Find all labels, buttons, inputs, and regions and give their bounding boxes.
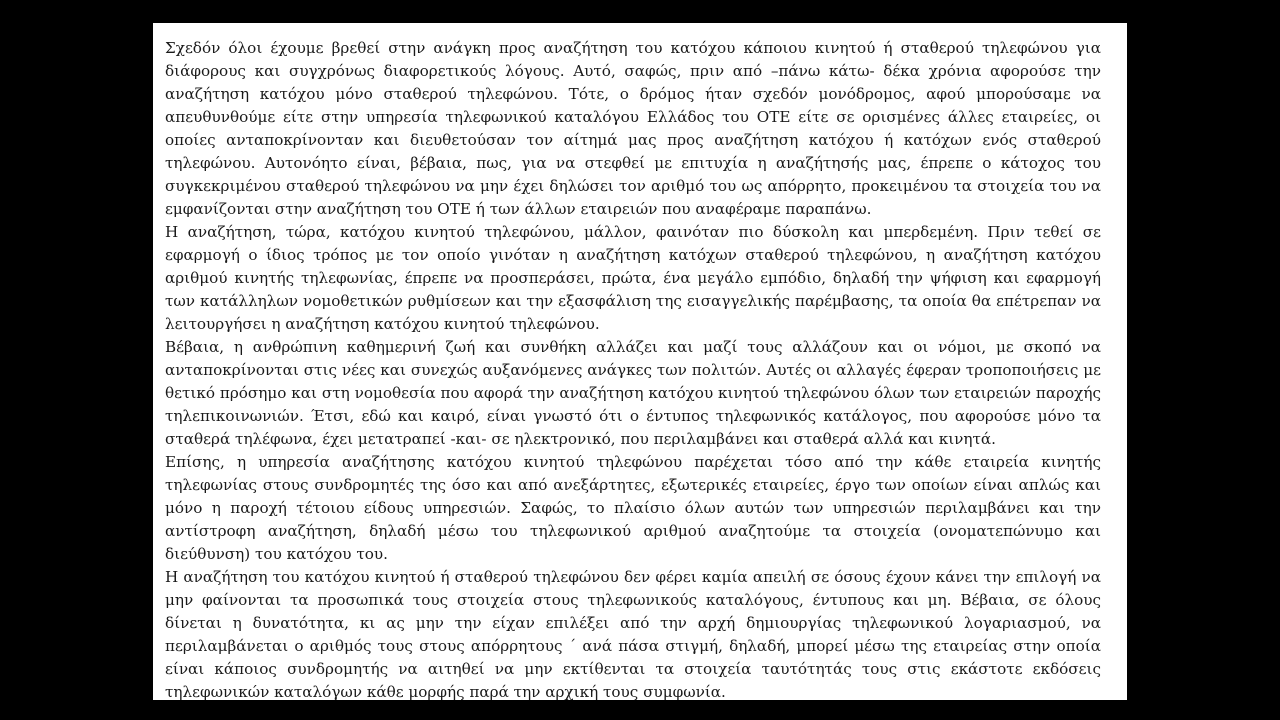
paragraph-2: Η αναζήτηση, τώρα, κατόχου κινητού τηλεφώνου, μάλλον, φαινόταν πιο δύσκολη και μπερδεμένη. Πριν τεθεί σε εφαρμογή ο ίδιος τρόπος με τον οποίο γινόταν η αναζήτηση κατόχων σταθερού τηλεφώνου, η αναζήτηση κατόχου αριθμού κινητής τηλεφωνίας, έπρεπε να προσπεράσει, πρώτα, ένα μεγάλο εμπόδιο, δηλαδή την ψήφιση και εφαρμογή των κατάλληλων νομοθετικών ρυθμίσεων και την εξασφάλιση της εισαγγελικής παρέμβασης, τα οποία θα επέτρεπαν να λειτουργήσει η αναζήτηση κατόχου κινητού τηλεφώνου. — [165, 223, 1101, 333]
paragraph-4: Επίσης, η υπηρεσία αναζήτησης κατόχου κινητού τηλεφώνου παρέχεται τόσο από την κάθε εταιρεία κινητής τηλεφωνίας στους συνδρομητές της όσο και από ανεξάρτητες, εξωτερικές εταιρείες, έργο των οποίων είναι απλώς και μόνο η παροχή τέτοιου είδους υπηρεσιών. Σαφώς, το πλαίσιο όλων αυτών των υπηρεσιών περιλαμβάνει και την αντίστροφη αναζήτηση, δηλαδή μέσω του τηλεφωνικού αριθμού αναζητούμε τα στοιχεία (ονοματεπώνυμο και διεύθυνση) του κατόχου του. — [165, 453, 1101, 563]
document-page — [153, 23, 1127, 700]
paragraph-1: Σχεδόν όλοι έχουμε βρεθεί στην ανάγκη προς αναζήτηση του κατόχου κάποιου κινητού ή σταθερού τηλεφώνου για διάφορους και συγχρόνως διαφορετικούς λόγους. Αυτό, σαφώς, πριν από –πάνω κάτω- δέκα χρόνια αφορούσε την αναζήτηση κατόχου μόνο σταθερού τηλεφώνου. Τότε, ο δρόμος ήταν σχεδόν μονόδρομος, αφού μπορούσαμε να απευθυνθούμε είτε στην υπηρεσία τηλεφωνικού καταλόγου Ελλάδος του ΟΤΕ είτε σε ορισμένες άλλες εταιρείες, οι οποίες ανταποκρίνονταν και διευθετούσαν τον αίτημά μας προς αναζήτηση κατόχου ή κατόχων ενός σταθερού τηλεφώνου. Αυτονόητο είναι, βέβαια, πως, για να στεφθεί με επιτυχία η αναζήτησής μας, έπρεπε ο κάτοχος του συγκεκριμένου σταθερού τηλεφώνου να μην έχει δηλώσει τον αριθμό του ως απόρρητο, προκειμένου τα στοιχεία του να εμφανίζονται στην αναζήτηση του ΟΤΕ ή των άλλων εταιρειών που αναφέραμε παραπάνω. — [165, 39, 1101, 218]
paragraph-3: Βέβαια, η ανθρώπινη καθημερινή ζωή και συνθήκη αλλάζει και μαζί τους αλλάζουν και οι νόμοι, με σκοπό να ανταποκρίνονται στις νέες και συνεχώς αυξανόμενες ανάγκες των πολιτών. Αυτές οι αλλαγές έφεραν τροποποιήσεις με θετικό πρόσημο και στη νομοθεσία που αφορά την αναζήτηση κατόχου κινητού τηλεφώνου όλων των εταιρειών παροχής τηλεπικοινωνιών. Έτσι, εδώ και καιρό, είναι γνωστό ότι ο έντυπος τηλεφωνικός κατάλογος, που αφορούσε μόνο τα σταθερά τηλέφωνα, έχει μετατραπεί -και- σε ηλεκτρονικό, που περιλαμβάνει και σταθερά αλλά και κινητά. — [165, 338, 1101, 448]
paragraph-5: Η αναζήτηση του κατόχου κινητού ή σταθερού τηλεφώνου δεν φέρει καμία απειλή σε όσους έχουν κάνει την επιλογή να μην φαίνονται τα προσωπικά τους στοιχεία στους τηλεφωνικούς καταλόγους, έντυπους και μη. Βέβαια, σε όλους δίνεται η δυνατότητα, κι ας μην την είχαν επιλέξει από την αρχή δημιουργίας τηλεφωνικού λογαριασμού, να περιλαμβάνεται ο αριθμός τους στους απόρρητους ΄ ανά πάσα στιγμή, δηλαδή, μπορεί μέσω της εταιρείας στην οποία είναι κάποιος συνδρομητής να αιτηθεί να μην εκτίθενται τα στοιχεία ταυτότητάς τους στις εκάστοτε εκδόσεις τηλεφωνικών καταλόγων κάθε μορφής παρά την αρχική τους συμφωνία. — [165, 568, 1101, 700]
document-body — [165, 37, 1101, 700]
